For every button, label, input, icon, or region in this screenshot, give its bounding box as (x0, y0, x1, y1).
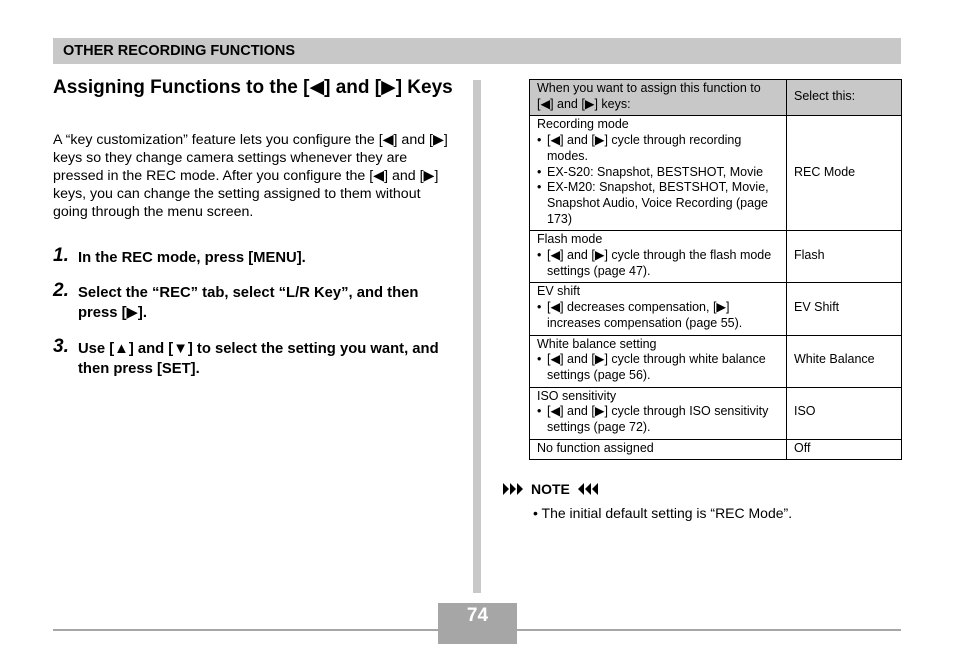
function-title: ISO sensitivity (537, 388, 617, 403)
column-divider (473, 80, 481, 593)
function-cell (530, 439, 787, 460)
table-header-select: Select this: (787, 80, 902, 116)
step-2 (53, 280, 453, 323)
function-title: Flash mode (537, 232, 603, 247)
function-cell (530, 231, 787, 283)
note-text: • The initial default setting is “REC Mode”. (533, 505, 793, 521)
select-cell: REC Mode (787, 116, 902, 231)
note-heading (503, 481, 598, 497)
step-text: Use [▲] and [▼] to select the setting you want, and then press [SET]. (78, 341, 439, 377)
intro-paragraph: A “key customization” feature lets you configure the [◀] and [▶] keys so they change camera settings whenever they are pressed in the REC mode. After you configure the [◀] and [▶] keys, you can change the setting assigned to them without going through the menu screen. (53, 132, 448, 220)
note-left-marker-icon (503, 483, 525, 495)
bullet-item: • [◀] and [▶] cycle through the flash mode settings (page 47). (537, 248, 772, 278)
table-row (530, 116, 902, 231)
select-cell: Off (787, 439, 902, 460)
function-title: No function assigned (537, 440, 654, 455)
bullet-item: • [◀] and [▶] cycle through ISO sensitivity settings (page 72). (537, 404, 769, 435)
table-row (530, 387, 902, 439)
section-title: Assigning Functions to the [◀] and [▶] Keys (53, 77, 453, 98)
function-title: EV shift (537, 284, 581, 299)
step-number: 1. (53, 245, 69, 266)
bullet-item: • [◀] decreases compensation, [▶] increases compensation (page 55). (537, 300, 743, 330)
select-cell: EV Shift (787, 283, 902, 335)
select-cell: ISO (787, 387, 902, 439)
table-row (530, 439, 902, 460)
function-cell (530, 283, 787, 335)
step-number: 3. (53, 336, 69, 357)
function-table (529, 79, 902, 460)
bullet-item: • EX-M20: Snapshot, BESTSHOT, Movie, Snapshot Audio, Voice Recording (page 173) (537, 180, 769, 226)
note-right-marker-icon (576, 483, 598, 495)
bullet-item: • EX-S20: Snapshot, BESTSHOT, Movie (537, 164, 764, 179)
select-cell: White Balance (787, 335, 902, 387)
table-header-row (530, 80, 902, 116)
function-title: White balance setting (537, 336, 657, 351)
table-row (530, 283, 902, 335)
table-row (530, 335, 902, 387)
table-header-function: When you want to assign this function to [◀] and [▶] keys: (530, 80, 787, 116)
note-label: NOTE (531, 481, 570, 497)
step-3 (53, 336, 453, 379)
chapter-title: OTHER RECORDING FUNCTIONS (63, 43, 295, 59)
table-row (530, 231, 902, 283)
step-1 (53, 245, 453, 268)
bullet-item: • [◀] and [▶] cycle through white balance settings (page 56). (537, 352, 766, 382)
function-cell (530, 116, 787, 231)
bullet-item: • [◀] and [▶] cycle through recording modes. (537, 133, 742, 163)
page-tab-lower (438, 631, 517, 644)
chapter-header (53, 38, 901, 64)
step-number: 2. (53, 280, 69, 301)
step-text: Select the “REC” tab, select “L/R Key”, and then press [▶]. (78, 285, 419, 321)
function-cell (530, 335, 787, 387)
function-cell (530, 387, 787, 439)
select-cell: Flash (787, 231, 902, 283)
step-text: In the REC mode, press [MENU]. (78, 250, 306, 266)
page-number: 74 (438, 603, 517, 629)
function-title: Recording mode (537, 117, 629, 132)
